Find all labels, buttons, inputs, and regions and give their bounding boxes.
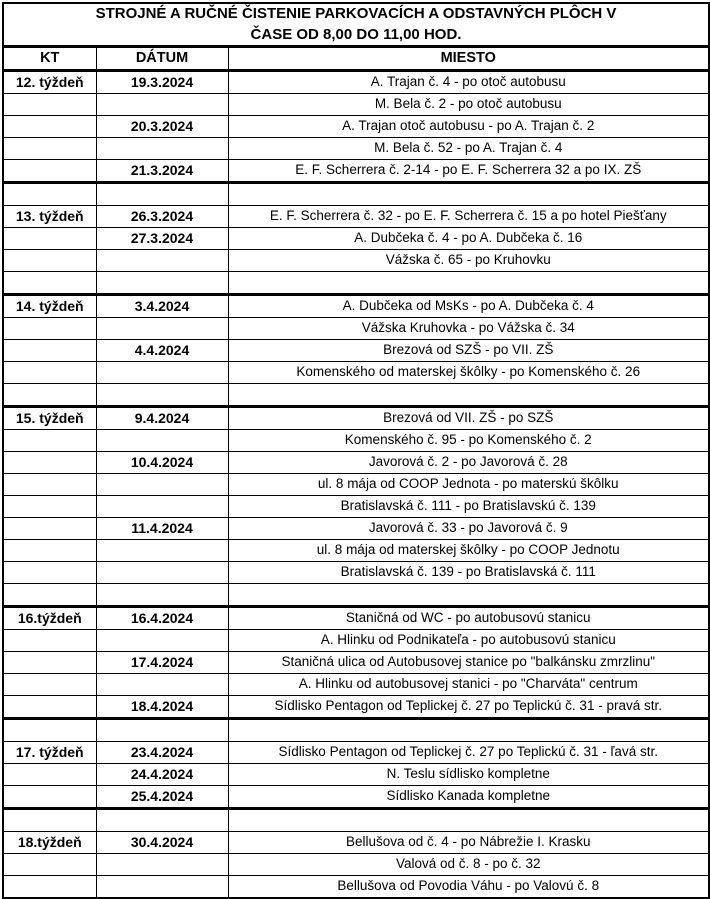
date-cell: [96, 250, 228, 272]
location-cell: M. Bela č. 2 - po otoč autobusu: [228, 94, 709, 116]
kt-cell: 13. týždeň: [3, 206, 96, 228]
location-cell: [228, 719, 709, 742]
date-cell: [96, 809, 228, 832]
date-cell: 24.4.2024: [96, 764, 228, 786]
kt-cell: [3, 474, 96, 496]
location-cell: [228, 272, 709, 295]
date-cell: [96, 138, 228, 160]
kt-cell: [3, 630, 96, 652]
spacer-row: [3, 809, 709, 832]
table-row: [3, 94, 709, 116]
date-cell: 23.4.2024: [96, 742, 228, 764]
date-cell: [96, 272, 228, 295]
kt-cell: [3, 94, 96, 116]
table-row: [3, 430, 709, 452]
date-cell: 4.4.2024: [96, 340, 228, 362]
date-cell: 16.4.2024: [96, 607, 228, 630]
table-row: [3, 340, 709, 362]
date-cell: [96, 630, 228, 652]
kt-cell: [3, 809, 96, 832]
kt-cell: [3, 719, 96, 742]
spacer-row: [3, 384, 709, 407]
location-cell: Brezová od VII. ZŠ - po SZŠ: [228, 407, 709, 430]
location-cell: Valová od č. 8 - po č. 32: [228, 854, 709, 876]
location-cell: E. F. Scherrera č. 2-14 - po E. F. Scherrera 32 a po IX. ZŠ: [228, 160, 709, 183]
kt-cell: [3, 160, 96, 183]
table-row: [3, 876, 709, 899]
location-cell: A. Hlinku od Podnikateľa - po autobusovú stanicu: [228, 630, 709, 652]
location-cell: [228, 809, 709, 832]
kt-cell: [3, 116, 96, 138]
location-cell: Bellušova od Povodia Váhu - po Valovú č. 8: [228, 876, 709, 899]
location-cell: Javorová č. 2 - po Javorová č. 28: [228, 452, 709, 474]
table-row: [3, 607, 709, 630]
date-cell: [96, 384, 228, 407]
date-cell: [96, 854, 228, 876]
column-header-datum: DÁTUM: [96, 47, 228, 71]
kt-cell: [3, 318, 96, 340]
location-cell: Sídlisko Pentagon od Teplickej č. 27 po Teplickú č. 31 - ľavá str.: [228, 742, 709, 764]
date-cell: 3.4.2024: [96, 295, 228, 318]
table-title: [3, 3, 709, 47]
location-cell: Vážska č. 65 - po Kruhovku: [228, 250, 709, 272]
date-cell: 19.3.2024: [96, 71, 228, 94]
kt-cell: 14. týždeň: [3, 295, 96, 318]
spacer-row: [3, 272, 709, 295]
kt-cell: [3, 764, 96, 786]
table-row: [3, 854, 709, 876]
spacer-row: [3, 183, 709, 206]
location-cell: E. F. Scherrera č. 32 - po E. F. Scherrera č. 15 a po hotel Piešťany: [228, 206, 709, 228]
kt-cell: [3, 518, 96, 540]
location-cell: Staničná ulica od Autobusovej stanice po "balkánsku zmrzlinu": [228, 652, 709, 674]
table-row: [3, 452, 709, 474]
spacer-row: [3, 719, 709, 742]
kt-cell: [3, 854, 96, 876]
table-row: [3, 318, 709, 340]
table-row: [3, 206, 709, 228]
date-cell: 10.4.2024: [96, 452, 228, 474]
kt-cell: [3, 452, 96, 474]
table-row: [3, 630, 709, 652]
date-cell: [96, 183, 228, 206]
location-cell: A. Dubčeka č. 4 - po A. Dubčeka č. 16: [228, 228, 709, 250]
location-cell: Sídlisko Pentagon od Teplickej č. 27 po Teplickú č. 31 - pravá str.: [228, 696, 709, 719]
table-row: [3, 696, 709, 719]
date-cell: 30.4.2024: [96, 832, 228, 854]
date-cell: [96, 94, 228, 116]
kt-cell: 15. týždeň: [3, 407, 96, 430]
cleaning-schedule-table: [2, 2, 710, 899]
date-cell: 27.3.2024: [96, 228, 228, 250]
table-row: [3, 407, 709, 430]
table-row: [3, 160, 709, 183]
location-cell: ul. 8 mája od COOP Jednota - po materskú škôlku: [228, 474, 709, 496]
kt-cell: [3, 430, 96, 452]
location-cell: Staničná od WC - po autobusovú stanicu: [228, 607, 709, 630]
date-cell: 17.4.2024: [96, 652, 228, 674]
kt-cell: [3, 652, 96, 674]
location-cell: Bratislavská č. 111 - po Bratislavskú č. 139: [228, 496, 709, 518]
table-row: [3, 674, 709, 696]
table-row: [3, 562, 709, 584]
date-cell: [96, 496, 228, 518]
date-cell: 11.4.2024: [96, 518, 228, 540]
location-cell: Bellušova od č. 4 - po Nábrežie I. Krasku: [228, 832, 709, 854]
kt-cell: [3, 674, 96, 696]
kt-cell: 17. týždeň: [3, 742, 96, 764]
location-cell: A. Trajan č. 4 - po otoč autobusu: [228, 71, 709, 94]
location-cell: Javorová č. 33 - po Javorová č. 9: [228, 518, 709, 540]
kt-cell: [3, 138, 96, 160]
date-cell: [96, 540, 228, 562]
location-cell: Bratislavská č. 139 - po Bratislavská č. 111: [228, 562, 709, 584]
location-cell: N. Teslu sídlisko kompletne: [228, 764, 709, 786]
kt-cell: [3, 562, 96, 584]
kt-cell: [3, 496, 96, 518]
table-row: [3, 228, 709, 250]
date-cell: [96, 719, 228, 742]
kt-cell: [3, 272, 96, 295]
location-cell: Komenského č. 95 - po Komenského č. 2: [228, 430, 709, 452]
kt-cell: [3, 250, 96, 272]
location-cell: M. Bela č. 52 - po A. Trajan č. 4: [228, 138, 709, 160]
kt-cell: [3, 786, 96, 809]
date-cell: 18.4.2024: [96, 696, 228, 719]
table-row: [3, 496, 709, 518]
location-cell: [228, 183, 709, 206]
date-cell: [96, 430, 228, 452]
table-title-line1: STROJNÉ A RUČNÉ ČISTENIE PARKOVACÍCH A ODSTAVNÝCH PLÔCH V: [95, 5, 617, 23]
table-row: [3, 250, 709, 272]
table-row: [3, 540, 709, 562]
table-row: [3, 116, 709, 138]
kt-cell: [3, 362, 96, 384]
date-cell: 9.4.2024: [96, 407, 228, 430]
table-row: [3, 71, 709, 94]
table-row: [3, 518, 709, 540]
table-row: [3, 652, 709, 674]
location-cell: Komenského od materskej škôlky - po Komenského č. 26: [228, 362, 709, 384]
table-row: [3, 362, 709, 384]
table-row: [3, 742, 709, 764]
kt-cell: [3, 228, 96, 250]
table-row: [3, 295, 709, 318]
date-cell: [96, 318, 228, 340]
location-cell: Vážska Kruhovka - po Vážska č. 34: [228, 318, 709, 340]
kt-cell: [3, 876, 96, 899]
table-row: [3, 786, 709, 809]
location-cell: A. Hlinku od autobusovej stanici - po "Charváta" centrum: [228, 674, 709, 696]
location-cell: Brezová od SZŠ - po VII. ZŠ: [228, 340, 709, 362]
date-cell: 21.3.2024: [96, 160, 228, 183]
column-header-kt: KT: [3, 47, 96, 71]
kt-cell: [3, 584, 96, 607]
date-cell: [96, 362, 228, 384]
date-cell: 26.3.2024: [96, 206, 228, 228]
column-header-miesto: MIESTO: [228, 47, 709, 71]
kt-cell: [3, 384, 96, 407]
kt-cell: [3, 696, 96, 719]
kt-cell: 12. týždeň: [3, 71, 96, 94]
location-cell: A. Dubčeka od MsKs - po A. Dubčeka č. 4: [228, 295, 709, 318]
kt-cell: [3, 183, 96, 206]
date-cell: [96, 674, 228, 696]
table-title-row: [3, 3, 709, 47]
date-cell: [96, 562, 228, 584]
location-cell: A. Trajan otoč autobusu - po A. Trajan č. 2: [228, 116, 709, 138]
table-header-row: [3, 47, 709, 71]
location-cell: [228, 384, 709, 407]
table-row: [3, 764, 709, 786]
location-cell: [228, 584, 709, 607]
date-cell: [96, 474, 228, 496]
date-cell: 25.4.2024: [96, 786, 228, 809]
date-cell: [96, 584, 228, 607]
spacer-row: [3, 584, 709, 607]
kt-cell: [3, 540, 96, 562]
table-row: [3, 138, 709, 160]
kt-cell: 16.týždeň: [3, 607, 96, 630]
location-cell: ul. 8 mája od materskej škôlky - po COOP Jednotu: [228, 540, 709, 562]
kt-cell: [3, 340, 96, 362]
table-row: [3, 832, 709, 854]
date-cell: 20.3.2024: [96, 116, 228, 138]
table-row: [3, 474, 709, 496]
kt-cell: 18.týždeň: [3, 832, 96, 854]
location-cell: Sídlisko Kanada kompletne: [228, 786, 709, 809]
table-title-line2: ČASE OD 8,00 DO 11,00 HOD.: [250, 25, 462, 43]
date-cell: [96, 876, 228, 899]
